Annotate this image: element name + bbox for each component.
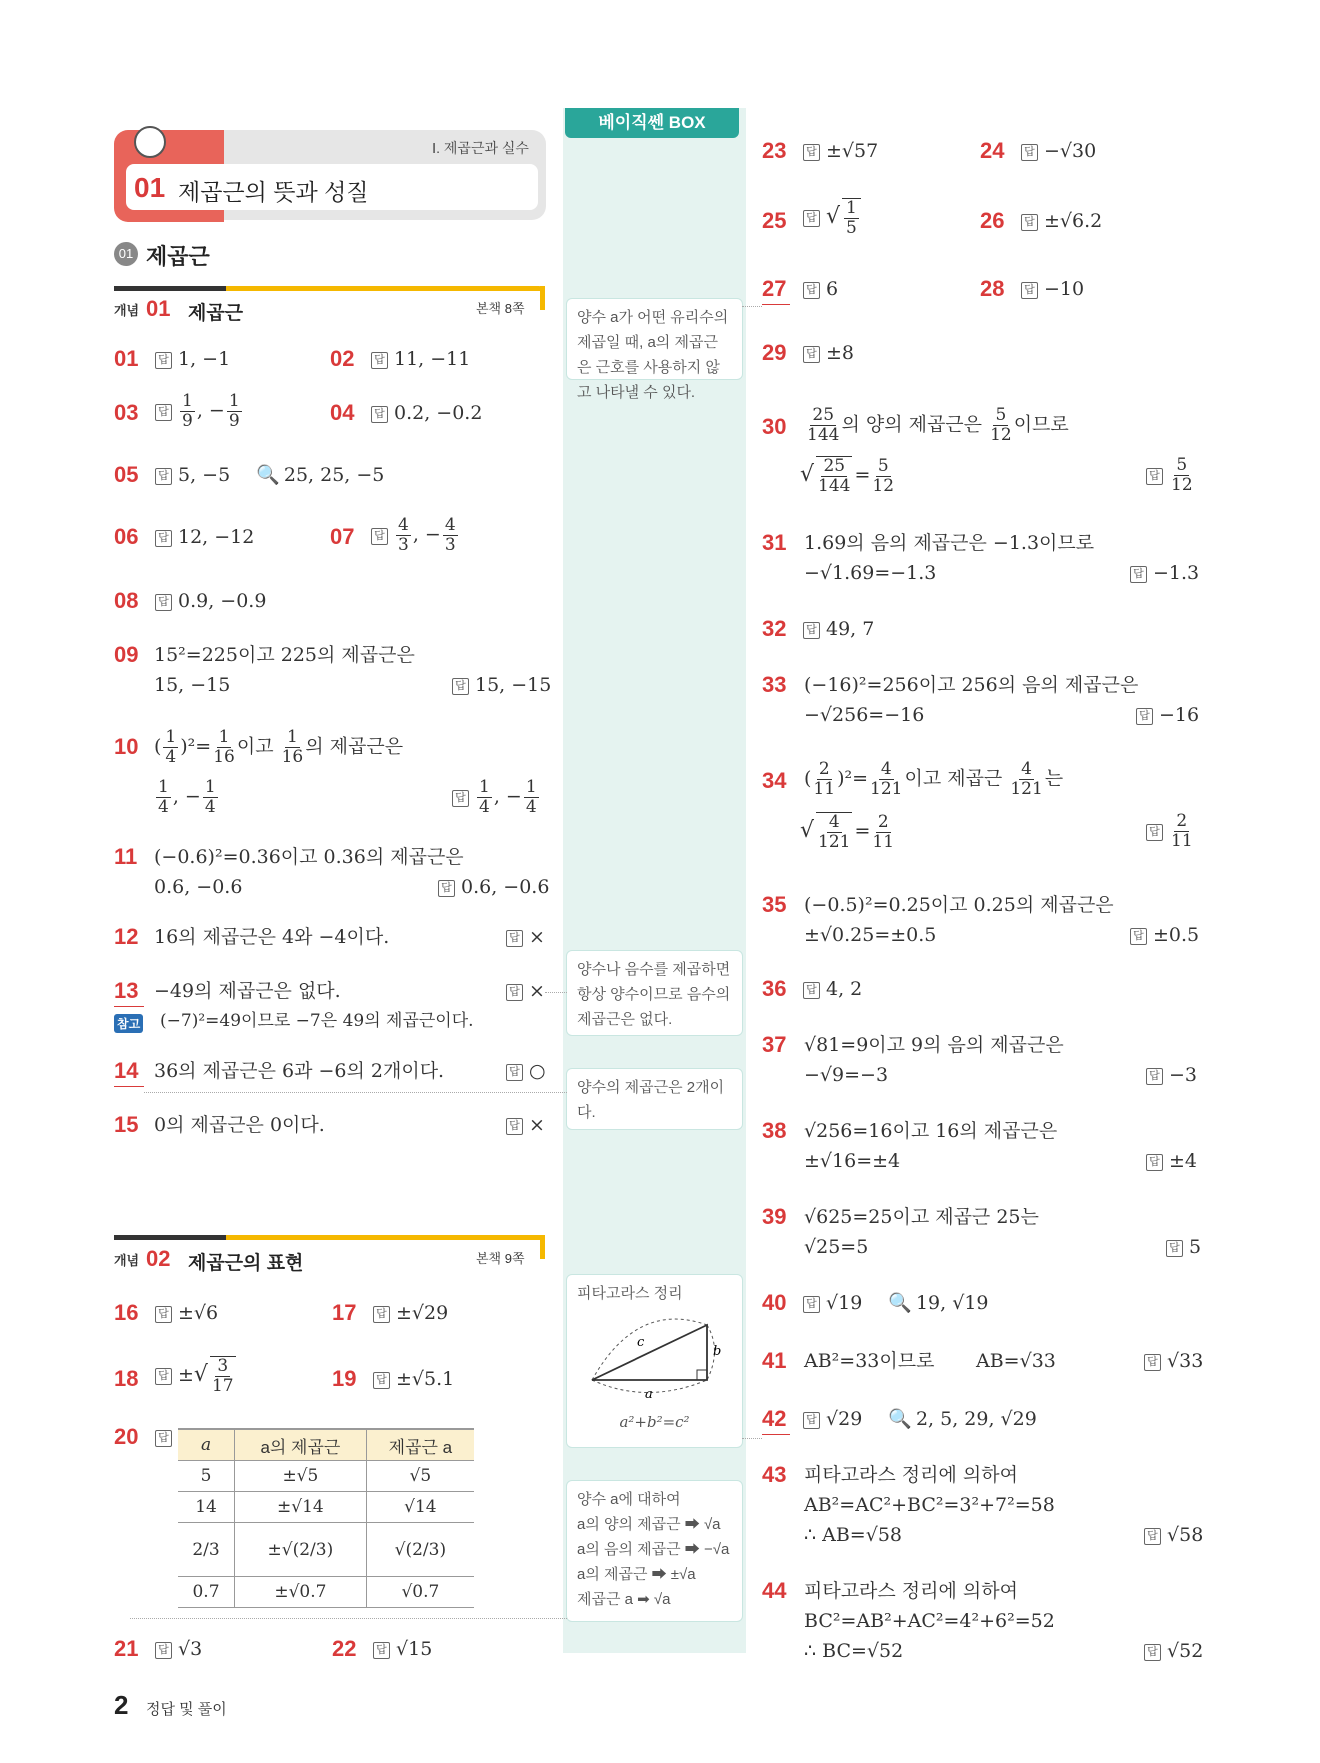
lesson-number: 01 <box>134 172 166 203</box>
q39-final: 답 5 <box>1166 1234 1201 1260</box>
q15-final: 답 × <box>506 1112 545 1138</box>
concept1-title: 제곱근 <box>188 303 244 324</box>
q15-text: 0의 제곱근은 0이다. <box>154 1114 325 1136</box>
q29-answer: 답 ±8 <box>803 340 854 366</box>
answer-icon: 답 <box>1146 1154 1163 1171</box>
answer-icon: 답 <box>155 594 172 611</box>
concept2-title: 제곱근의 표현 <box>188 1253 304 1274</box>
q24-number: 24 <box>980 138 1005 163</box>
answer-icon: 답 <box>373 1306 390 1323</box>
answer-icon: 답 <box>506 1064 523 1081</box>
q11-line2: 0.6, −0.6 <box>154 876 243 898</box>
concept2-bar <box>114 1235 544 1240</box>
chapter-label: Ⅰ. 제곱근과 실수 <box>432 140 529 156</box>
q21-answer: 답 √3 <box>155 1636 202 1662</box>
answer-icon: 답 <box>1130 566 1147 583</box>
magnifier-icon: 🔍 <box>888 1408 912 1430</box>
q26-answer: 답 ±√6.2 <box>1021 208 1102 234</box>
table-row: 2/3 ±√(2/3) √(2/3) <box>178 1523 474 1577</box>
table-header: a의 제곱근 <box>235 1429 367 1461</box>
q14-text: 36의 제곱근은 6과 −6의 2개이다. <box>154 1060 445 1082</box>
svg-text:b: b <box>713 1344 722 1359</box>
q28-answer: 답 −10 <box>1021 276 1084 302</box>
concept2-number: 02 <box>146 1246 171 1271</box>
q41-line1: AB²=33이므로 <box>804 1350 935 1372</box>
q17-number: 17 <box>332 1300 357 1325</box>
concept2-ref[interactable]: 본책 9쪽 <box>476 1251 525 1266</box>
pythagoras-title: 피타고라스 정리 <box>577 1285 683 1302</box>
q30-line1: $\frac{25}{144}$ 의 양의 제곱근은 $\frac{5}{12}$ 이므로 <box>807 405 1069 445</box>
q37-line2: −√9=−3 <box>804 1064 889 1086</box>
q12-number: 12 <box>114 924 139 949</box>
concept1-bar <box>114 286 544 291</box>
q36-number: 36 <box>762 976 787 1001</box>
q11-final: 답 0.6, −0.6 <box>438 874 549 900</box>
footer-label: 정답 및 풀이 <box>146 1701 227 1718</box>
q10-line1: ( $\frac{1}{4}$ )²= $\frac{1}{16}$ 이고 $\frac{1}{16}$ 의 제곱근은 <box>154 727 404 767</box>
q05-answer: 답 5, −5 🔍 25, 25, −5 <box>155 462 384 488</box>
notation-line-1: a의 양의 제곱근 ➡ √a <box>577 1516 721 1533</box>
q12-final: 답 × <box>506 924 545 950</box>
q23-answer: 답 ±√57 <box>803 138 878 164</box>
q19-number: 19 <box>332 1366 357 1391</box>
q33-line2: −√256=−16 <box>804 704 925 726</box>
concept2-label: 개념 <box>114 1253 140 1268</box>
q40-number: 40 <box>762 1290 787 1315</box>
q10-line2: $\frac{1}{4}$ , − $\frac{1}{4}$ <box>158 777 216 817</box>
table-header-row <box>178 1429 474 1461</box>
table-header: 제곱근 a <box>366 1429 474 1461</box>
answer-icon: 답 <box>1130 928 1147 945</box>
q43-number: 43 <box>762 1462 787 1487</box>
q06-answer: 답 12, −12 <box>155 524 254 550</box>
q08-answer: 답 0.9, −0.9 <box>155 588 266 614</box>
q43-line3: ∴ AB=√58 <box>804 1524 903 1546</box>
q43-final: 답 √58 <box>1144 1522 1203 1548</box>
answer-icon: 답 <box>371 406 388 423</box>
q34-line1: ( $\frac{2}{11}$ )²= $\frac{4}{121}$ 이고 제곱근 $\frac{4}{121}$ 는 <box>804 759 1064 799</box>
sidebox-two-roots: 양수의 제곱근은 2개이다. <box>566 1068 743 1130</box>
q37-final: 답 −3 <box>1146 1062 1197 1088</box>
q32-answer: 답 49, 7 <box>803 616 874 642</box>
q31-final: 답 −1.3 <box>1130 560 1199 586</box>
mascot-icon <box>134 126 166 158</box>
q25-number: 25 <box>762 208 787 233</box>
answer-icon: 답 <box>371 352 388 369</box>
answer-icon: 답 <box>803 210 820 227</box>
q44-final: 답 √52 <box>1144 1638 1203 1664</box>
q34-line2: √ $\frac{4}{121}$ = $\frac{2}{11}$ <box>800 811 895 852</box>
q44-line2: BC²=AB²+AC²=4²+6²=52 <box>804 1610 1055 1632</box>
answer-icon: 답 <box>155 468 172 485</box>
q16-answer: 답 ±√6 <box>155 1300 218 1326</box>
q38-line2: ±√16=±4 <box>804 1150 901 1172</box>
q29-number: 29 <box>762 340 787 365</box>
q30-number: 30 <box>762 414 787 439</box>
q09-line2: 15, −15 <box>154 674 231 696</box>
answer-icon: 답 <box>452 678 469 695</box>
answer-icon: 답 <box>155 352 172 369</box>
q18-number: 18 <box>114 1366 139 1391</box>
q44-line1: 피타고라스 정리에 의하여 <box>804 1580 1018 1602</box>
answer-icon: 답 <box>1146 1068 1163 1085</box>
notation-line-0: 양수 a에 대하여 <box>577 1491 681 1508</box>
q22-answer: 답 √15 <box>373 1636 432 1662</box>
q26-number: 26 <box>980 208 1005 233</box>
q23-number: 23 <box>762 138 787 163</box>
q20-connector <box>130 1618 567 1619</box>
answer-icon: 답 <box>155 404 172 421</box>
table-row: 5 ±√5 √5 <box>178 1461 474 1492</box>
pythagoras-formula: a²+b²=c² <box>619 1413 690 1431</box>
answer-icon: 답 <box>371 528 388 545</box>
q37-line1: √81=9이고 9의 음의 제곱근은 <box>804 1034 1064 1056</box>
q14-connector <box>144 1092 567 1093</box>
q11-number: 11 <box>114 844 138 869</box>
q38-number: 38 <box>762 1118 787 1143</box>
q44-number: 44 <box>762 1578 787 1603</box>
q10-number: 10 <box>114 734 139 759</box>
notation-line-2: a의 음의 제곱근 ➡ −√a <box>577 1541 730 1558</box>
q13-number: 13 <box>114 978 139 1003</box>
answer-icon: 답 <box>506 930 523 947</box>
q42-answer: 답 √29 🔍 2, 5, 29, √29 <box>803 1406 1037 1432</box>
q35-line2: ±√0.25=±0.5 <box>804 924 937 946</box>
q09-number: 09 <box>114 642 139 667</box>
q30-line2: √ $\frac{25}{144}$ = $\frac{5}{12}$ <box>800 455 895 496</box>
q15-number: 15 <box>114 1112 139 1137</box>
q41-line2: AB=√33 <box>976 1350 1056 1372</box>
concept1-number: 01 <box>146 296 171 321</box>
answer-icon: 답 <box>1021 144 1038 161</box>
q33-final: 답 −16 <box>1136 702 1199 728</box>
sidebox-negative: 양수나 음수를 제곱하면 항상 양수이므로 음수의 제곱근은 없다. <box>566 950 743 1036</box>
q43-line2: AB²=AC²+BC²=3²+7²=58 <box>804 1494 1055 1516</box>
section-title: 제곱근 <box>146 244 210 269</box>
q03-answer: 답 $\frac{1}{9}$ , − $\frac{1}{9}$ <box>155 392 244 431</box>
q09-line1: 15²=225이고 225의 제곱근은 <box>154 644 415 666</box>
q09-final: 답 15, −15 <box>452 672 551 698</box>
answer-icon: 답 <box>155 1306 172 1323</box>
box-title: 베이직쎈 BOX <box>565 108 739 138</box>
answer-icon: 답 <box>373 1642 390 1659</box>
answer-icon: 답 <box>373 1372 390 1389</box>
answer-icon: 답 <box>803 1296 820 1313</box>
q03-number: 03 <box>114 400 139 425</box>
q11-line1: (−0.6)²=0.36이고 0.36의 제곱근은 <box>154 846 464 868</box>
svg-text:a: a <box>645 1387 653 1402</box>
answer-icon: 답 <box>803 346 820 363</box>
magnifier-icon: 🔍 <box>256 464 280 486</box>
concept1-label: 개념 <box>114 303 140 318</box>
q31-number: 31 <box>762 530 787 555</box>
q37-number: 37 <box>762 1032 787 1057</box>
notation-line-3: a의 제곱근 ➡ ±√a <box>577 1566 696 1583</box>
q14-underline <box>114 1086 144 1087</box>
q06-number: 06 <box>114 524 139 549</box>
q05-number: 05 <box>114 462 139 487</box>
magnifier-icon: 🔍 <box>888 1292 912 1314</box>
svg-text:c: c <box>637 1335 645 1350</box>
answer-icon: 답 <box>438 880 455 897</box>
answer-icon: 답 <box>803 622 820 639</box>
q35-final: 답 ±0.5 <box>1130 922 1199 948</box>
q04-answer: 답 0.2, −0.2 <box>371 400 482 426</box>
q41-final: 답 √33 <box>1144 1348 1203 1374</box>
q13-final: 답 × <box>506 978 545 1004</box>
q39-number: 39 <box>762 1204 787 1229</box>
q28-number: 28 <box>980 276 1005 301</box>
q35-number: 35 <box>762 892 787 917</box>
q31-line2: −√1.69=−1.3 <box>804 562 937 584</box>
sidebox-pythagoras <box>566 1274 743 1448</box>
sidebox-notation <box>566 1480 743 1622</box>
lesson-title: 제곱근의 뜻과 성질 <box>178 179 369 205</box>
q13-note-tag: 참고 <box>114 1014 143 1033</box>
q39-line2: √25=5 <box>804 1236 869 1258</box>
notation-line-4: 제곱근 a ➡ √a <box>577 1591 671 1608</box>
q08-number: 08 <box>114 588 139 613</box>
q36-answer: 답 4, 2 <box>803 976 862 1002</box>
answer-icon: 답 <box>1136 708 1153 725</box>
q12-text: 16의 제곱근은 4와 −4이다. <box>154 926 390 948</box>
answer-icon: 답 <box>452 790 469 807</box>
q02-number: 02 <box>330 346 355 371</box>
q41-number: 41 <box>762 1348 787 1373</box>
q33-line1: (−16)²=256이고 256의 음의 제곱근은 <box>804 674 1139 696</box>
q24-answer: 답 −√30 <box>1021 138 1096 164</box>
q13-connector <box>545 992 567 993</box>
q17-answer: 답 ±√29 <box>373 1300 448 1326</box>
q02-answer: 답 11, −11 <box>371 346 470 372</box>
answer-icon: 답 <box>1146 824 1163 841</box>
q30-final: 답 $\frac{5}{12}$ <box>1146 456 1195 495</box>
sidebox-rational: 양수 a가 어떤 유리수의 제곱일 때, a의 제곱근은 근호를 사용하지 않고 나타낼 수 있다. <box>566 298 743 380</box>
answer-icon: 답 <box>155 1368 172 1385</box>
answer-icon: 답 <box>155 530 172 547</box>
q10-final: 답 $\frac{1}{4}$ , − $\frac{1}{4}$ <box>452 778 541 817</box>
section-badge: 01 <box>114 242 138 266</box>
answer-icon: 답 <box>803 282 820 299</box>
answer-icon: 답 <box>1166 1240 1183 1257</box>
q20-answer-icon <box>155 1424 178 1450</box>
q21-number: 21 <box>114 1636 139 1661</box>
q27-answer: 답 6 <box>803 276 838 302</box>
q27-underline <box>762 304 790 305</box>
q42-underline <box>762 1434 790 1435</box>
q38-final: 답 ±4 <box>1146 1148 1197 1174</box>
answer-icon: 답 <box>1144 1354 1161 1371</box>
answer-icon: 답 <box>506 1118 523 1135</box>
answer-icon: 답 <box>803 1412 820 1429</box>
concept2-bar-end <box>540 1235 545 1259</box>
q18-answer: 답 ±√ $\frac{3}{17}$ <box>155 1356 238 1396</box>
q39-line1: √625=25이고 제곱근 25는 <box>804 1206 1039 1228</box>
q13-text: −49의 제곱근은 없다. <box>154 980 341 1002</box>
q19-answer: 답 ±√5.1 <box>373 1366 454 1392</box>
answer-icon: 답 <box>1144 1644 1161 1661</box>
q13-underline <box>114 1006 144 1007</box>
q43-line1: 피타고라스 정리에 의하여 <box>804 1464 1018 1486</box>
concept1-ref[interactable]: 본책 8쪽 <box>476 301 525 316</box>
q07-answer: 답 $\frac{4}{3}$ , − $\frac{4}{3}$ <box>371 516 460 555</box>
q34-number: 34 <box>762 768 787 793</box>
q42-number: 42 <box>762 1406 787 1431</box>
q33-number: 33 <box>762 672 787 697</box>
q38-line1: √256=16이고 16의 제곱근은 <box>804 1120 1058 1142</box>
table-row: 14 ±√14 √14 <box>178 1492 474 1523</box>
q14-number: 14 <box>114 1058 139 1083</box>
answer-icon: 답 <box>1144 1528 1161 1545</box>
q31-line1: 1.69의 음의 제곱근은 −1.3이므로 <box>804 532 1095 554</box>
answer-icon: 답 <box>1021 282 1038 299</box>
q20-number: 20 <box>114 1424 139 1449</box>
answer-icon: 답 <box>803 144 820 161</box>
q25-answer: 답 √ $\frac{1}{5}$ <box>803 198 863 238</box>
answer-icon: 답 <box>1021 214 1038 231</box>
answer-icon: 답 <box>803 982 820 999</box>
q34-final: 답 $\frac{2}{11}$ <box>1146 812 1195 851</box>
answer-icon: 답 <box>155 1430 172 1447</box>
q44-line3: ∴ BC=√52 <box>804 1640 904 1662</box>
answer-icon: 답 <box>1146 468 1163 485</box>
q40-answer: 답 √19 🔍 19, √19 <box>803 1290 989 1316</box>
q35-line1: (−0.5)²=0.25이고 0.25의 제곱근은 <box>804 894 1114 916</box>
page-number: 2 <box>114 1690 129 1720</box>
q42-connector <box>742 1438 762 1439</box>
q27-connector <box>742 306 762 307</box>
q04-number: 04 <box>330 400 355 425</box>
q22-number: 22 <box>332 1636 357 1661</box>
q16-number: 16 <box>114 1300 139 1325</box>
q01-number: 01 <box>114 346 139 371</box>
q14-final: 답 ○ <box>506 1058 546 1084</box>
table-row: 0.7 ±√0.7 √0.7 <box>178 1577 474 1608</box>
q01-answer: 답 1, −1 <box>155 346 230 372</box>
concept1-bar-end <box>540 286 545 310</box>
q07-number: 07 <box>330 524 355 549</box>
right-triangle-figure <box>577 1310 727 1410</box>
table-header: a <box>178 1429 235 1461</box>
q32-number: 32 <box>762 616 787 641</box>
q27-number: 27 <box>762 276 787 301</box>
answer-icon: 답 <box>506 984 523 1001</box>
answer-icon: 답 <box>155 1642 172 1659</box>
q13-note: (−7)²=49이므로 −7은 49의 제곱근이다. <box>160 1011 474 1031</box>
square-root-table <box>178 1428 474 1608</box>
